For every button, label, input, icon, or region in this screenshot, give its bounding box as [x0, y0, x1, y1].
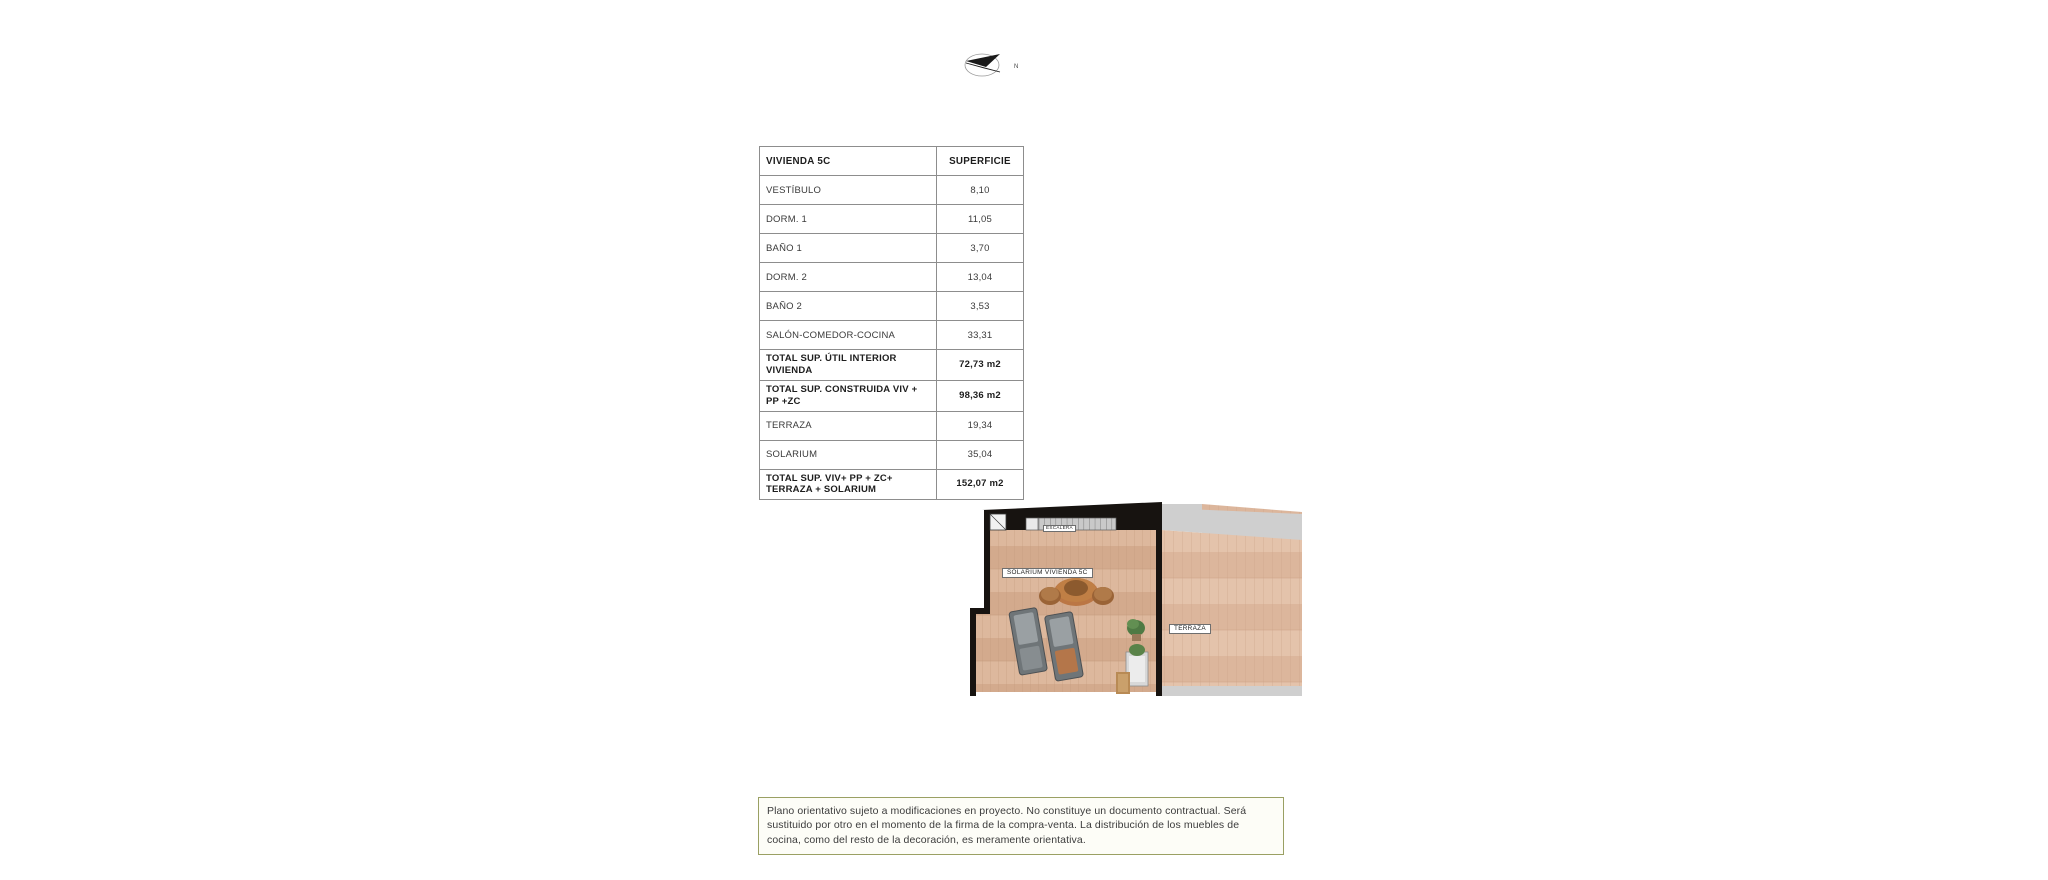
row-label: DORM. 2: [760, 263, 937, 292]
row-value: 98,36 m2: [937, 380, 1024, 411]
row-value: 3,70: [937, 234, 1024, 263]
table-row: [760, 234, 1024, 263]
row-value: 35,04: [937, 440, 1024, 469]
table-row: [760, 205, 1024, 234]
table-row: [760, 411, 1024, 440]
row-value: 8,10: [937, 176, 1024, 205]
compass-north-label: N: [1014, 64, 1019, 70]
table-header-row: [760, 147, 1024, 176]
disclaimer-text: Plano orientativo sujeto a modificaciones en proyecto. No constituye un documento contractual. Será sustituido por otro en el momento de la firma de la compra-venta. La distribución de los muebles de cocina, como del resto de la decoración, es meramente orientativa.: [767, 805, 1247, 846]
surface-area-table: [759, 146, 1024, 500]
table-header-value: SUPERFICIE: [937, 147, 1024, 176]
floor-plan-drawing: [966, 500, 1302, 768]
table-row-total: [760, 350, 1024, 381]
table-header-name: VIVIENDA 5C: [760, 147, 937, 176]
table-row-total: [760, 380, 1024, 411]
row-label: BAÑO 1: [760, 234, 937, 263]
table-row: [760, 176, 1024, 205]
row-label: SALÓN-COMEDOR-COCINA: [760, 321, 937, 350]
plan-label-escalera: ESCALERA: [1043, 525, 1076, 532]
row-label: SOLARIUM: [760, 440, 937, 469]
row-label: TOTAL SUP. CONSTRUIDA VIV + PP +ZC: [760, 380, 937, 411]
row-value: 3,53: [937, 292, 1024, 321]
row-value: 72,73 m2: [937, 350, 1024, 381]
table-row-total: [760, 469, 1024, 500]
row-label: TOTAL SUP. ÚTIL INTERIOR VIVIENDA: [760, 350, 937, 381]
row-label: BAÑO 2: [760, 292, 937, 321]
row-label: TOTAL SUP. VIV+ PP + ZC+ TERRAZA + SOLARIUM: [760, 469, 937, 500]
compass-rose: [962, 50, 1019, 80]
row-value: 13,04: [937, 263, 1024, 292]
table-row: [760, 440, 1024, 469]
table-row: [760, 321, 1024, 350]
plan-label-terraza: TERRAZA: [1169, 624, 1211, 634]
table-row: [760, 292, 1024, 321]
disclaimer-box: [758, 797, 1284, 855]
row-value: 11,05: [937, 205, 1024, 234]
row-value: 19,34: [937, 411, 1024, 440]
plan-label-solarium: SOLARIUM VIVIENDA 5C: [1002, 568, 1093, 578]
row-label: VESTÍBULO: [760, 176, 937, 205]
row-label: TERRAZA: [760, 411, 937, 440]
row-label: DORM. 1: [760, 205, 937, 234]
row-value: 152,07 m2: [937, 469, 1024, 500]
table-row: [760, 263, 1024, 292]
row-value: 33,31: [937, 321, 1024, 350]
